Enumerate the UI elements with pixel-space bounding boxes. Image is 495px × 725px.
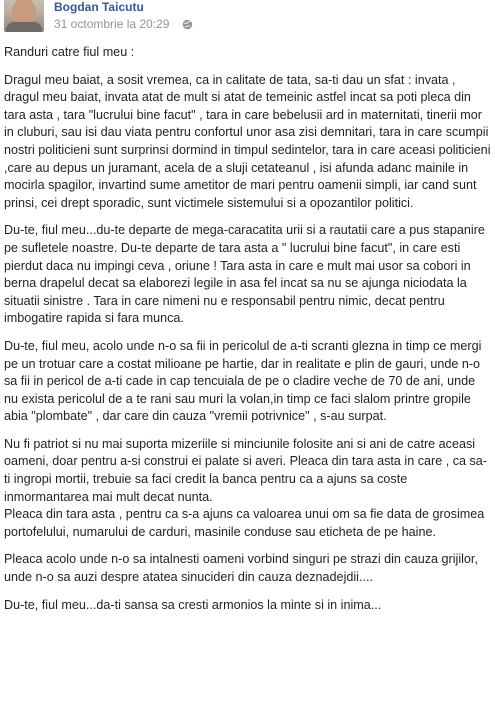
post-paragraph: Randuri catre fiul meu :	[4, 45, 135, 59]
avatar[interactable]	[4, 0, 44, 32]
post-paragraph: Du-te, fiul meu...du-te departe de mega-caracatita urii si a rautatii care a pus stapanire pe sufletele noastre. Du-te departe de tara asta a " lucrului bine facut", in care esti pierdut daca nu impingi ceva , oriune ! Tara asta in care e mult mai usor sa cobori in berna drapelul decat sa elaborezi legile in asa fel incat sa nu se ajunga niciodata la situatii sinistre . Tara in care nimeni nu e responsabil pentru nimic, decat pentru imbogatire rapida si fara munca.	[4, 223, 485, 326]
post-timestamp[interactable]: 31 octombrie la 20:29	[54, 17, 170, 31]
post-paragraph: Du-te, fiul meu, acolo unde n-o sa fii in pericolul de a-ti scranti glezna in timp ce mergi pe un trotuar care a costat milioane pe hartie, dar in realitate e plin de gauri, unde n-o sa fii in pericol de a-ti cade in cap tencuiala de pe o cladire veche de 70 de ani, unde nu exista pericolul de a te rani sau muri la volan,in timp ce faci slalom printre gropile abia "plombate" , dar care din cauza "vremii potrivnice" , s-au surpat.	[4, 338, 482, 424]
post-paragraph: Du-te, fiul meu...da-ti sansa sa cresti armonios la minte si in inima...	[4, 597, 382, 612]
avatar-shirt	[6, 22, 42, 32]
post-paragraph: Dragul meu baiat, a sosit vremea, ca in calitate de tata, sa-ti dau un sfat : invata , dragul meu baiat, invata atat de mult si atat de temeinic astfel incat sa poti pleca din tara asta , tara "lucrului bine facut" , tara in care bebelusii ard in maternitati, tinerii mor in cluburi, sau isi dau viata pentru confortul unor asa zisi demnitari, tara in care scumpii nostri politicieni sunt surprinsi dormind in timpul sedintelor, tara in care aceasi politicieni ,care au depus un juramant, acela de a sluji cetateanul , isi afunda adanc mainile in mocirla spagilor, invartind sume ametitor de mari pentru oamenii simpli, iar cand sunt prinsi, cei drept sporadic, sunt victimele sistemului si a opozantilor politici.	[4, 72, 491, 210]
author-name[interactable]: Bogdan Taicutu	[54, 0, 144, 14]
post-paragraph: Nu fi patriot si nu mai suporta mizeriile si minciunile folosite ani si ani de catre aceasi oameni, doar pentru a-si construi ei palate si averi. Pleaca din tara asta in care , ca sa-ti ingropi mortii, trebuie sa faci credit la banca pentru ca a ajuns sa coste inmormantarea mai mult decat nunta.	[4, 436, 488, 504]
globe-icon[interactable]	[182, 19, 193, 30]
post-paragraph: Pleaca din tara asta , pentru ca s-a ajuns ca valoarea unui om sa fie data de grosimea portofelului, numarului de carduri, masinile conduse sau eticheta de pe haine.	[4, 507, 485, 539]
post-paragraph: Pleaca acolo unde n-o sa intalnesti oameni vorbind singuri pe strazi din cauza grijilor, unde n-o sa auzi despre atatea sinucideri din cauza deznadejdii....	[4, 552, 478, 585]
post-body	[4, 44, 492, 614]
post-header	[0, 0, 495, 40]
